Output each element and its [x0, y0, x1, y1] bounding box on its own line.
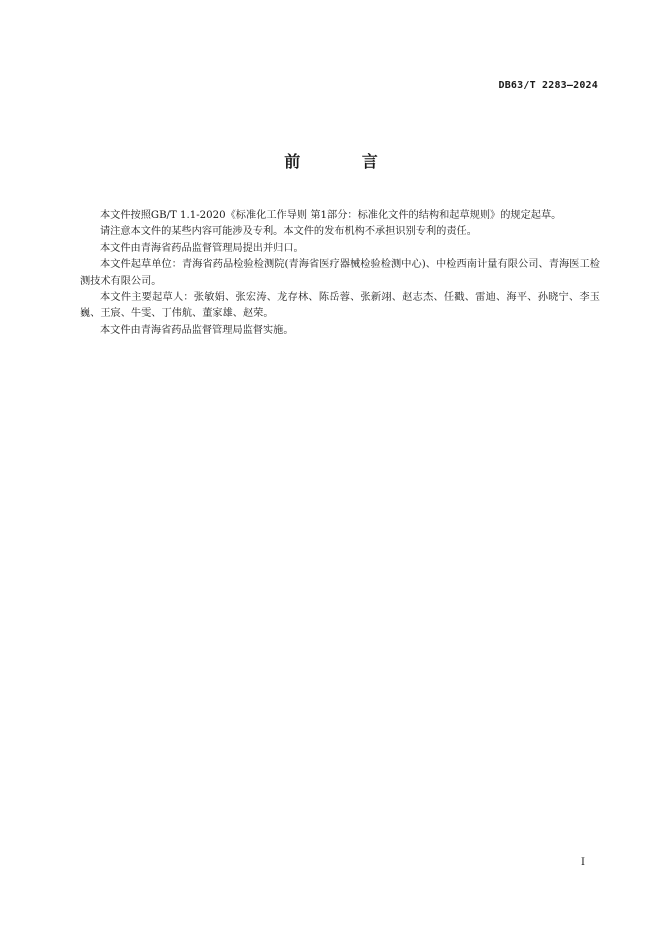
- paragraph-drafters: 本文件主要起草人：张敏娟、张宏涛、龙存林、陈岳蓉、张新翊、赵志杰、任戳、雷迪、海平、孙晓宁、李玉巍、王宸、牛雯、丁伟航、董家雄、赵荣。: [80, 292, 600, 320]
- paragraph-drafting-rules: 本文件按照GB/T 1.1-2020《标准化工作导则 第1部分：标准化文件的结构和起草规则》的规定起草。: [100, 210, 562, 221]
- page-title: 前 言: [284, 152, 406, 171]
- paragraph-supervision: 本文件由青海省药品监督管理局监督实施。: [100, 324, 294, 336]
- document-code: DB63/T 2283—2024: [498, 80, 598, 91]
- page-number: I: [581, 857, 585, 868]
- foreword-body: [80, 208, 600, 339]
- paragraph-drafting-units: 本文件起草单位：青海省药品检验检测院(青海省医疗器械检验检测中心)、中检西南计量有限公司、青海医工检测技术有限公司。: [80, 259, 600, 287]
- paragraph-proposer: 本文件由青海省药品监督管理局提出并归口。: [100, 242, 304, 254]
- paragraph-patent-notice: 请注意本文件的某些内容可能涉及专利。本文件的发布机构不承担识别专利的责任。: [100, 226, 477, 238]
